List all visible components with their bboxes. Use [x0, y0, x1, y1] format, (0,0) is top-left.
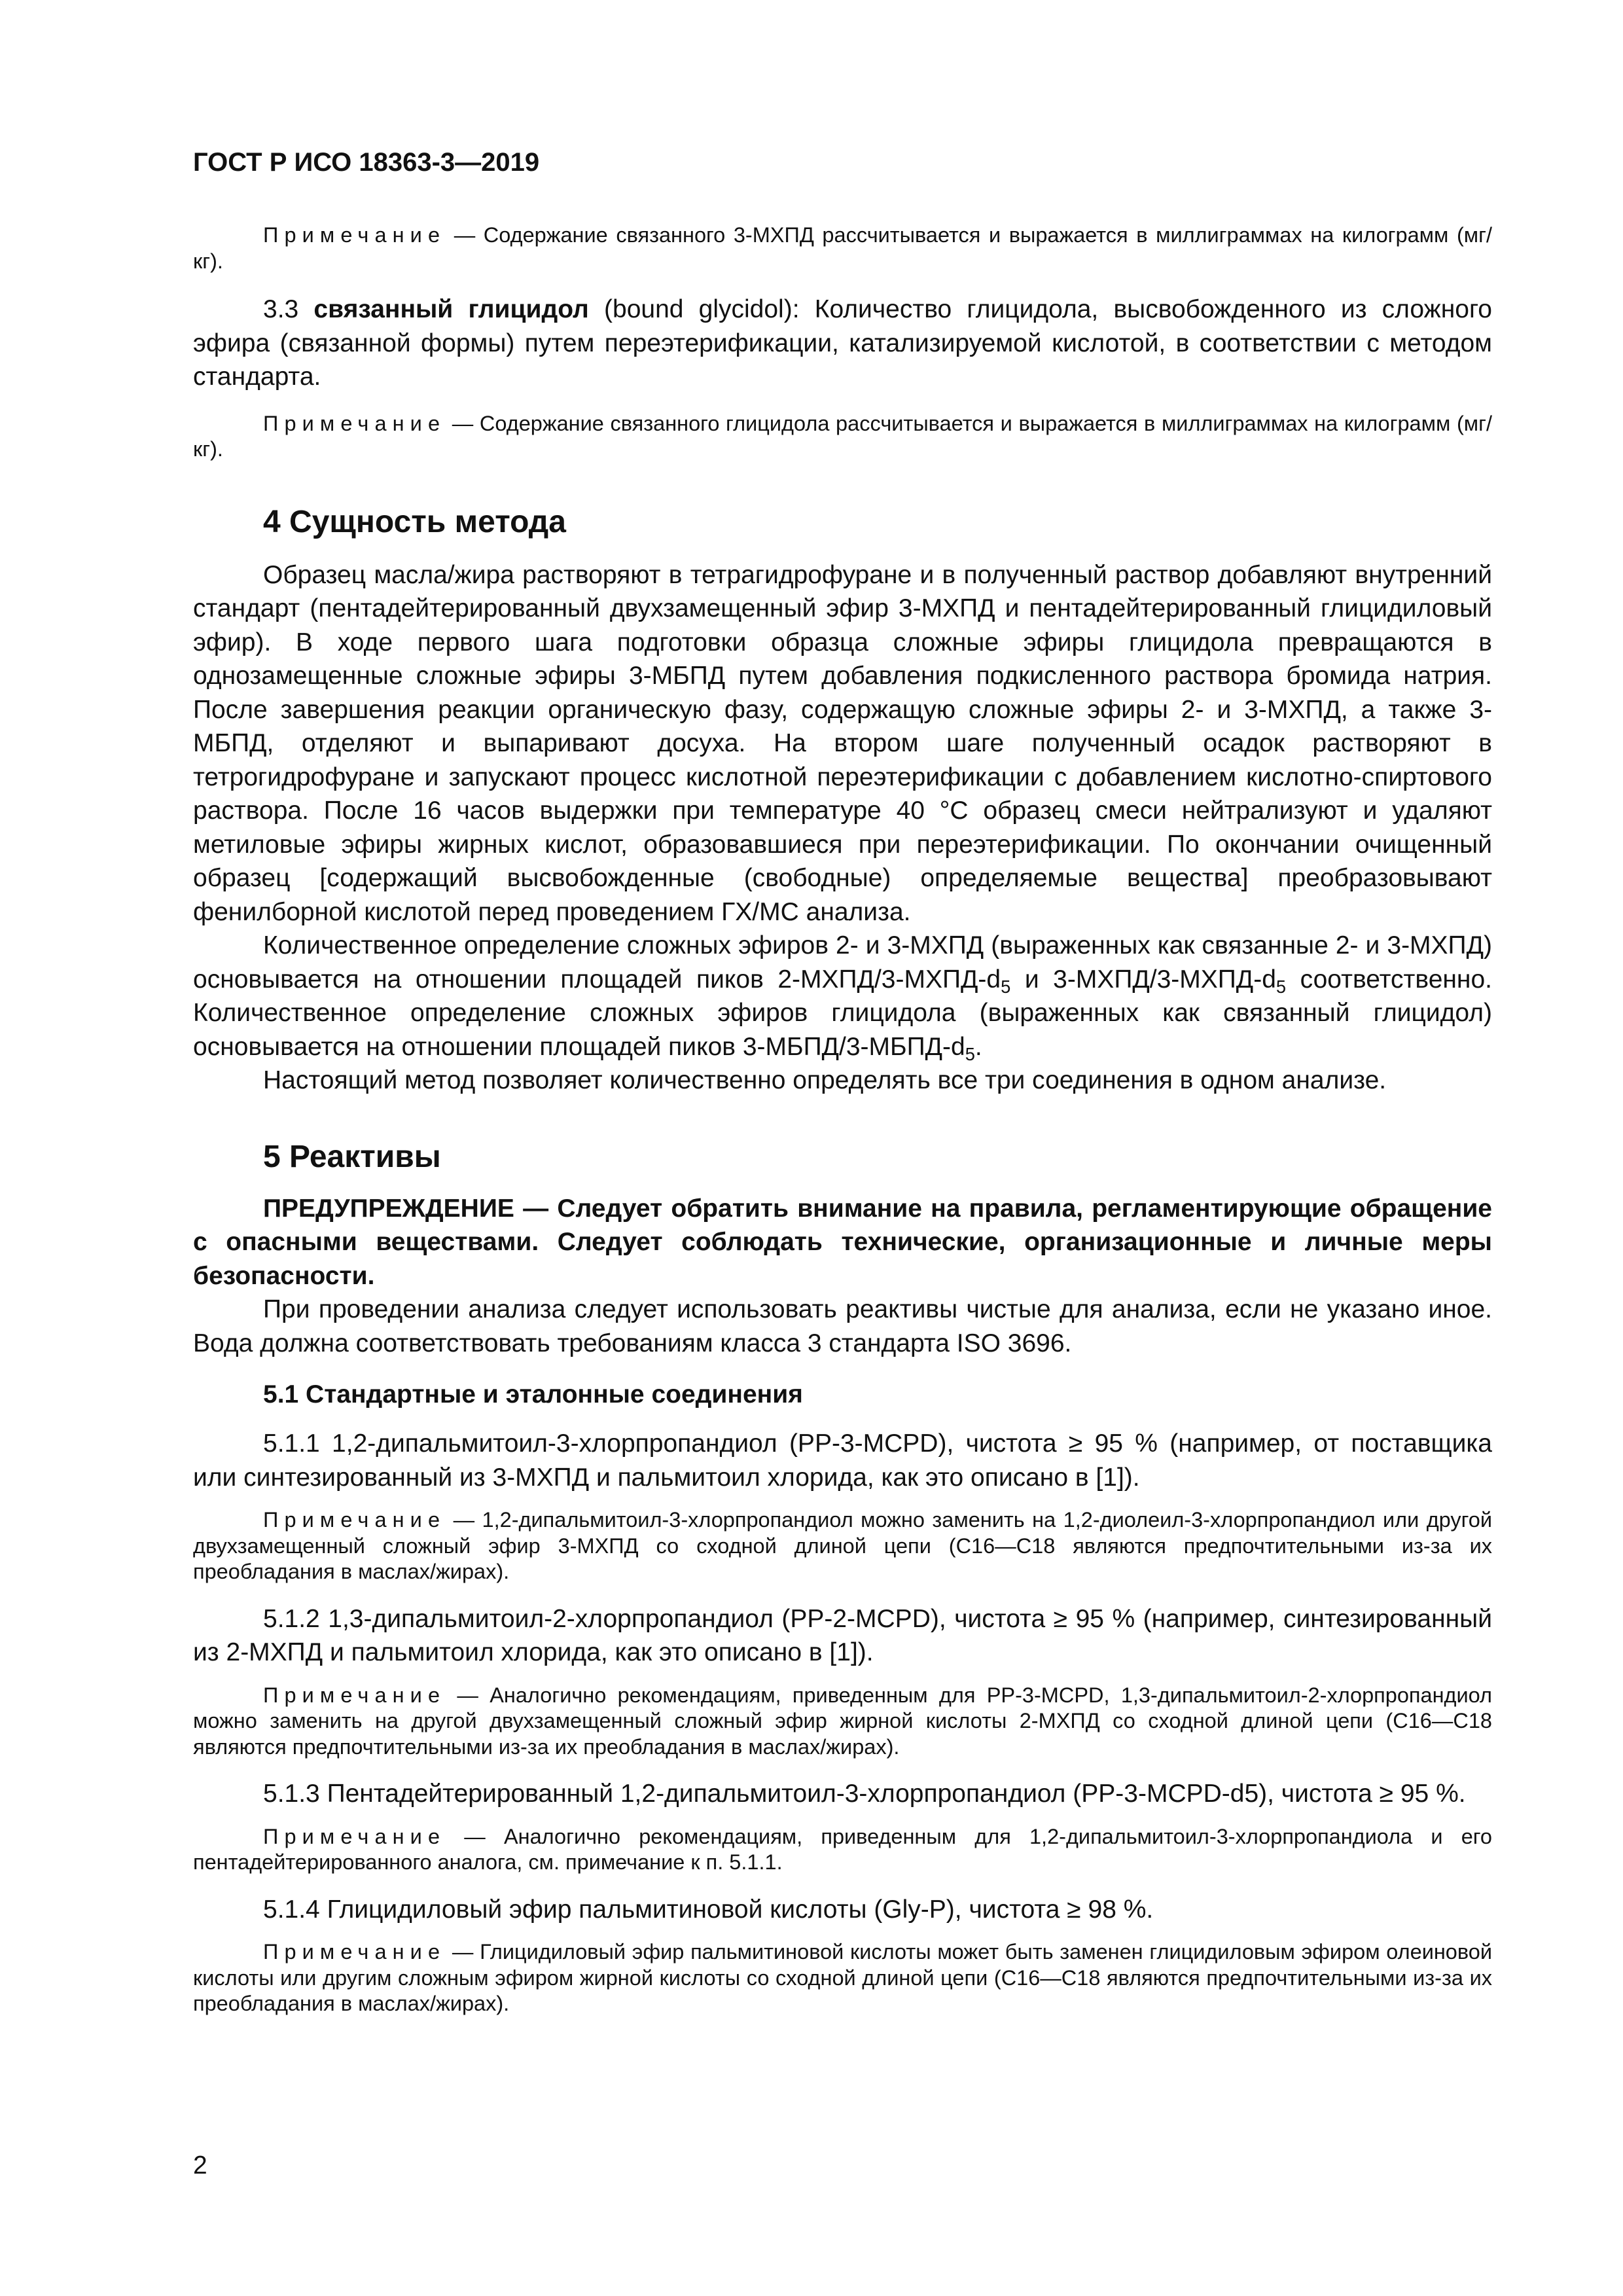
page-number: 2 [193, 2151, 207, 2179]
note-dash: — [446, 1508, 482, 1532]
section-4-paragraph-1: Образец масла/жира растворяют в тетрагидрофуране и в полученный раствор добавляют внутренний стандарт (пентадейтерированный двухзамещенный эфир 3-МХПД и пентадейтерированный глицидиловый эфир). В ходе первого шага подготовки образца сложные эфиры глицидола превращаются в однозамещенные сложные эфиры 3-МБПД путем добавления подкисленного раствора бромида натрия. После завершения реакции органическую фазу, содержащую сложные эфиры 2- и 3-МХПД, а также 3-МБПД, отделяют и выпаривают досуха. На втором шаге полученный осадок растворяют в тетрогидрофуране и запускают процесс кислотной переэтерификации с добавлением кислотно-спиртового раствора. После 16 часов выдержки при температуре 40 °С образец смеси нейтрализуют и удаляют метиловые эфиры жирных кислот, образовавшиеся при переэтерификации. По окончании очищенный образец [содержащий высвобожденные (свободные) определяемые вещества] преобразовывают фенилборной кислотой перед проведением ГХ/МС анализа. [193, 560, 1492, 926]
subscript-5: 5 [965, 1043, 975, 1064]
text-segment: Количественное определение сложных эфиров 2- и 3-МХПД (выраженных как связанные 2- и 3-МХПД) основывается на отношении площадей пиков 2-МХПД/3-МХПД-d [193, 931, 1492, 994]
text-segment: и 3-МХПД/3-МХПД-d [1010, 965, 1276, 994]
item-5-1-4: 5.1.4 Глицидиловый эфир пальмитиновой кислоты (Gly-P), чистота ≥ 98 %. [263, 1895, 1154, 1924]
note-5-1-1 [193, 1507, 1492, 1585]
section-4-title: 4 Сущность метода [263, 504, 566, 539]
note-text: 1,2-дипальмитоил-3-хлорпропандиол можно заменить на 1,2-диолеил-3-хлорпропандиол или другой двухзамещенный сложный эфир 3-МХПД со сходной длиной цепи (С16—С18 являются предпочтительными из-за их преобладания в маслах/жирах). [193, 1508, 1492, 1583]
note-3-2 [193, 223, 1492, 274]
definition-3-3 [193, 293, 1492, 394]
definition-text: (bound glycidol): Количество глицидола, высвобожденного из сложного эфира (связанной формы) путем переэтерификации, катализируемой кислотой, в соответствии с методом стандарта. [193, 295, 1493, 391]
note-text: Содержание связанного 3-МХПД рассчитывается и выражается в миллиграммах на килограмм (мг/кг). [193, 223, 1492, 273]
note-label: Примечание [263, 411, 446, 435]
note-label: Примечание [263, 1683, 446, 1707]
item-5-1-3: 5.1.3 Пентадейтерированный 1,2-дипальмитоил-3-хлорпропандиол (РР-3-МСРD-d5), чистота ≥ 95 %. [263, 1780, 1466, 1808]
note-label: Примечание [263, 1824, 446, 1848]
definition-number: 3.3 [263, 295, 314, 323]
section-5-paragraph-1: При проведении анализа следует использовать реактивы чистые для анализа, если не указано иное. Вода должна соответствовать требованиям класса 3 стандарта ISO 3696. [193, 1295, 1492, 1357]
definition-term: связанный глицидол [313, 295, 589, 323]
text-segment: . [974, 1032, 982, 1061]
note-label: Примечание [263, 1940, 446, 1964]
note-5-1-4 [193, 1939, 1492, 2017]
note-5-1-2 [193, 1683, 1492, 1761]
section-5-warning: ПРЕДУПРЕЖДЕНИЕ — Следует обратить внимание на правила, регламентирующие обращение с опасными веществами. Следует соблюдать технические, организационные и личные меры безопасности. [193, 1194, 1492, 1290]
section-4-paragraph-2 [193, 929, 1492, 1064]
note-dash: — [446, 1940, 480, 1964]
note-dash: — [446, 223, 484, 247]
note-5-1-3 [193, 1824, 1492, 1876]
note-3-3 [193, 411, 1492, 463]
section-5-1-title: 5.1 Стандартные и эталонные соединения [263, 1380, 803, 1408]
text-segment: соответственно. Количественное определение сложных эфиров глицидола (выраженных как связанный глицидол) основывается на отношении площадей пиков 3-МБПД/3-МБПД-d [193, 965, 1492, 1061]
page-content [193, 223, 1492, 2017]
note-dash: — [446, 411, 480, 435]
standard-code: ГОСТ Р ИСО 18363-3—2019 [193, 148, 540, 177]
section-5-title: 5 Реактивы [263, 1139, 441, 1174]
note-dash: — [446, 1824, 504, 1848]
note-label: Примечание [263, 223, 446, 247]
note-text: Аналогично рекомендациям, приведенным для РР-3-МСРD, 1,3-дипальмитоил-2-хлорпропандиол можно заменить на другой двухзамещенный сложный эфир жирной кислоты 2-МХПД со сходной длиной цепи (С16—С18 являются предпочтительными из-за их преобладания в маслах/жирах). [193, 1683, 1492, 1759]
note-text: Глицидиловый эфир пальмитиновой кислоты может быть заменен глицидиловым эфиром олеиновой кислоты или другим сложным эфиром жирной кислоты со сходной длиной цепи (С16—С18 являются предпочтительными из-за их преобладания в маслах/жирах). [193, 1940, 1493, 2015]
item-5-1-2: 5.1.2 1,3-дипальмитоил-2-хлорпропандиол (РР-2-МСРD), чистота ≥ 95 % (например, синтезированный из 2-МХПД и пальмитоил хлорида, как это описано в [1]). [193, 1604, 1492, 1666]
subscript-5: 5 [1001, 976, 1011, 997]
note-dash: — [446, 1683, 490, 1707]
item-5-1-1: 5.1.1 1,2-дипальмитоил-3-хлорпропандиол (РР-3-МСРD), чистота ≥ 95 % (например, от поставщика или синтезированный из 3-МХПД и пальмитоил хлорида, как это описано в [1]). [193, 1429, 1492, 1492]
note-text: Содержание связанного глицидола рассчитывается и выражается в миллиграммах на килограмм (мг/кг). [193, 411, 1492, 461]
section-4-paragraph-3: Настоящий метод позволяет количественно определять все три соединения в одном анализе. [263, 1066, 1387, 1094]
subscript-5: 5 [1275, 976, 1287, 997]
note-label: Примечание [263, 1508, 446, 1532]
note-text: Аналогично рекомендациям, приведенным для 1,2-дипальмитоил-3-хлорпропандиола и его пентадейтерированного аналога, см. примечание к п. 5.1.1. [193, 1824, 1492, 1874]
